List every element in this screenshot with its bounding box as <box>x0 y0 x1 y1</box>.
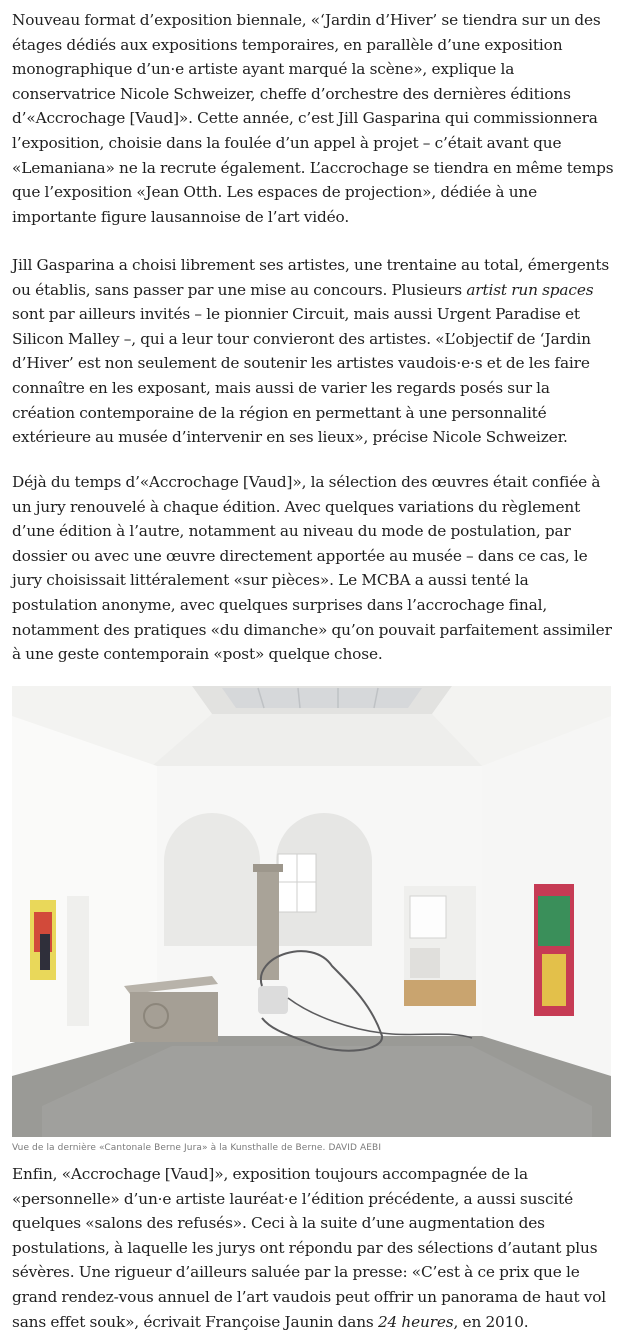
paragraph-2-text-b: sont par ailleurs invités – le pionnier Circuit, mais aussi Urgent Paradise et Silicon Malley –, qui a leur tour convieront des artistes. «L’objectif de ‘Jardin d’Hiver’ est non seulement de soutenir les artistes vaudois·e·s et de les faire connaître en les exposant, mais aussi de varier les regards posés sur la création contemporaine de la région en permettant à une personnalité extérieure au musée d’intervenir en ses lieux», précise Nicole Schweizer. <box>12 305 591 447</box>
paragraph-4-emphasis: 24 heures <box>377 1312 454 1331</box>
paragraph-2-emphasis: artist run spaces <box>466 280 594 299</box>
paragraph-2-text-a: Jill Gasparina a choisi librement ses artistes, une trentaine au total, émergents ou établis, sans passer par une mise au concours. Plusieurs <box>12 256 610 299</box>
skylight-glass <box>222 688 422 708</box>
paragraph-4-text-b: , en 2010. <box>453 1312 529 1331</box>
paragraph-4 <box>12 1162 614 1334</box>
paragraph-1: Nouveau format d’exposition biennale, «‘Jardin d’Hiver’ se tiendra sur un des étages dédiés aux expositions temporaires, en parallèle d’une exposition monographique d’un·e artiste ayant marqué la scène», explique la conservatrice Nicole Schweizer, cheffe d’orchestre des dernières éditions d’«Accrochage [Vaud]». Cette année, c’est Jill Gasparina qui commissionnera l’exposition, choisie dans la foulée d’un appel à projet – c’était avant que «Lemaniana» ne la recrute également. L’accrochage se tiendra en même temps que l’exposition «Jean Otth. Les espaces de projection», dédiée à une importante figure lausannoise de l’art vidéo. <box>12 11 614 226</box>
paragraph-3: Déjà du temps d’«Accrochage [Vaud]», la sélection des œuvres était confiée à un jury renouvelé à chaque édition. Avec quelques variations du règlement d’une édition à l’autre, notamment au niveau du mode de postulation, par dossier ou avec une œuvre directement apportée au musée – dans ce cas, le jury choisissait littéralement «sur pièces». Le MCBA a aussi tenté la postulation anonyme, avec quelques surprises dans l’accrochage final, notamment des pratiques «du dimanche» qu’on pouvait parfaitement assimiler à une geste contemporain «post» quelque chose. <box>12 473 612 664</box>
gallery-photo-illustration <box>12 686 611 1137</box>
paragraph-4-text-a: Enfin, «Accrochage [Vaud]», exposition toujours accompagnée de la «personnelle» d’un·e artiste lauréat·e l’édition précédente, a aussi suscité quelques «salons des refusés». Ceci à la suite d’une augmentation des postulations, à laquelle les jurys ont répondu par des sélections d’autant plus sévères. Une rigueur d’ailleurs saluée par la presse: «C’est à ce prix que le grand rendez-vous annuel de l’art vaudois peut offrir un panorama de haut vol sans effet souk», écrivait Françoise Jaunin dans <box>12 1165 607 1331</box>
arch-left <box>164 813 260 946</box>
gallery-photo <box>12 686 611 1137</box>
compressor <box>258 986 288 1014</box>
paragraph-2 <box>12 253 614 450</box>
photo-caption: Vue de la dernière «Cantonale Berne Jura» à la Kunsthalle de Berne. DAVID AEBI <box>12 1143 382 1153</box>
